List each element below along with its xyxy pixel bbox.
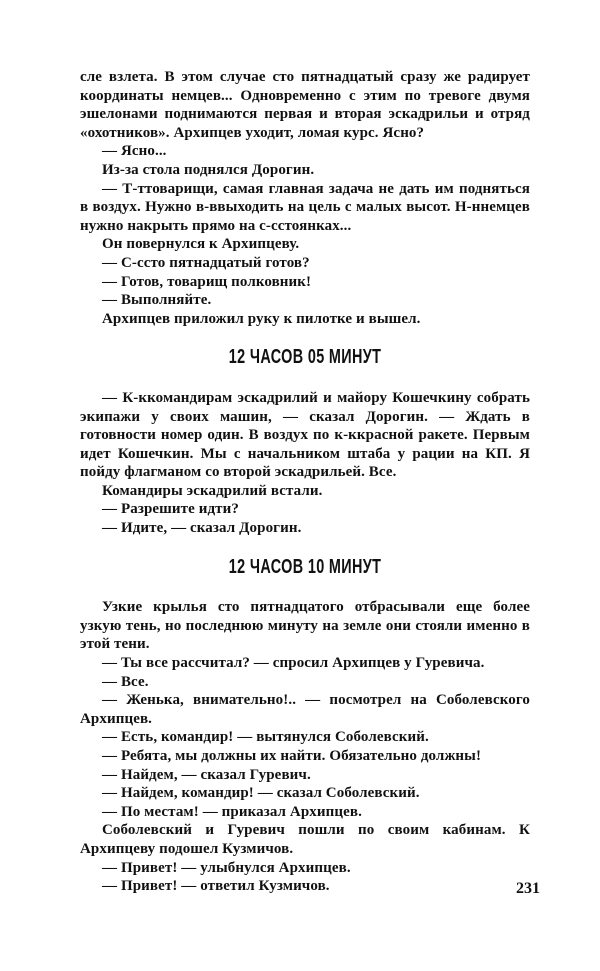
paragraph: сле взлета. В этом случае сто пятнадцатый сразу же радирует координаты немцев... Одновременно с этим по тревоге двумя эшелонами поднимаются первая и вторая эскадрильи и отряд «охотников». Архипцев уходит, ломая курс. Ясно?	[80, 69, 530, 141]
paragraph: Архипцев приложил руку к пилотке и вышел.	[102, 310, 421, 327]
paragraph: — По местам! — приказал Архипцев.	[102, 803, 362, 820]
paragraph: — Ясно...	[102, 143, 167, 160]
paragraph: — Найдем, — сказал Гуревич.	[102, 766, 311, 783]
paragraph: — С-ссто пятнадцатый готов?	[102, 254, 310, 271]
paragraph: — Идите, — сказал Дорогин.	[102, 520, 302, 537]
paragraph: Узкие крылья сто пятнадцатого отбрасывали еще более узкую тень, но последнюю минуту на земле они стояли именно в этой тени.	[80, 599, 530, 653]
section-heading: 12 ЧАСОВ 10 МИНУТ	[228, 555, 382, 578]
paragraph: Командиры эскадрилий встали.	[102, 482, 323, 499]
paragraph: — Ребята, мы должны их найти. Обязательно должны!	[102, 748, 482, 764]
paragraph: — Ты все рассчитал? — спросил Архипцев у Гуревича.	[102, 655, 485, 672]
paragraph: — Женька, внимательно!.. — посмотрел на Соболевского Архипцев.	[80, 692, 530, 727]
section-heading: 12 ЧАСОВ 05 МИНУТ	[228, 346, 382, 369]
page-text	[80, 68, 530, 896]
paragraph: — Т-ттоварищи, самая главная задача не дать им подняться в воздух. Нужно в-ввыходить на цель с малых высот. Н-ннемцев нужно накрыть прямо на с-сстоянках...	[80, 180, 530, 234]
paragraph: Соболевский и Гуревич пошли по своим кабинам. К Архипцеву подошел Кузмичов.	[80, 822, 530, 857]
paragraph: — Разрешите идти?	[102, 501, 239, 518]
paragraph: — Выполняйте.	[102, 292, 212, 309]
paragraph: — Привет! — ответил Кузмичов.	[102, 878, 330, 895]
page-number: 231	[516, 880, 540, 897]
paragraph: Он повернулся к Архипцеву.	[102, 236, 300, 253]
paragraph: — К-ккомандирам эскадрилий и майору Кошечкину собрать экипажи у своих машин, — сказал Дорогин. — Ждать в готовности номер один. В воздух по к-ккрасной ракете. Первым идет Кошечкин. Мы с начальником штаба у рации на КП. Я пойду флагманом со второй эскадрильей. Все.	[80, 389, 530, 481]
paragraph: Из-за стола поднялся Дорогин.	[102, 161, 315, 178]
paragraph: — Найдем, командир! — сказал Соболевский.	[102, 785, 420, 802]
paragraph: — Все.	[102, 673, 149, 690]
paragraph: — Есть, командир! — вытянулся Соболевский.	[102, 729, 429, 746]
paragraph: — Готов, товарищ полковник!	[102, 273, 312, 290]
paragraph: — Привет! — улыбнулся Архипцев.	[102, 859, 351, 876]
